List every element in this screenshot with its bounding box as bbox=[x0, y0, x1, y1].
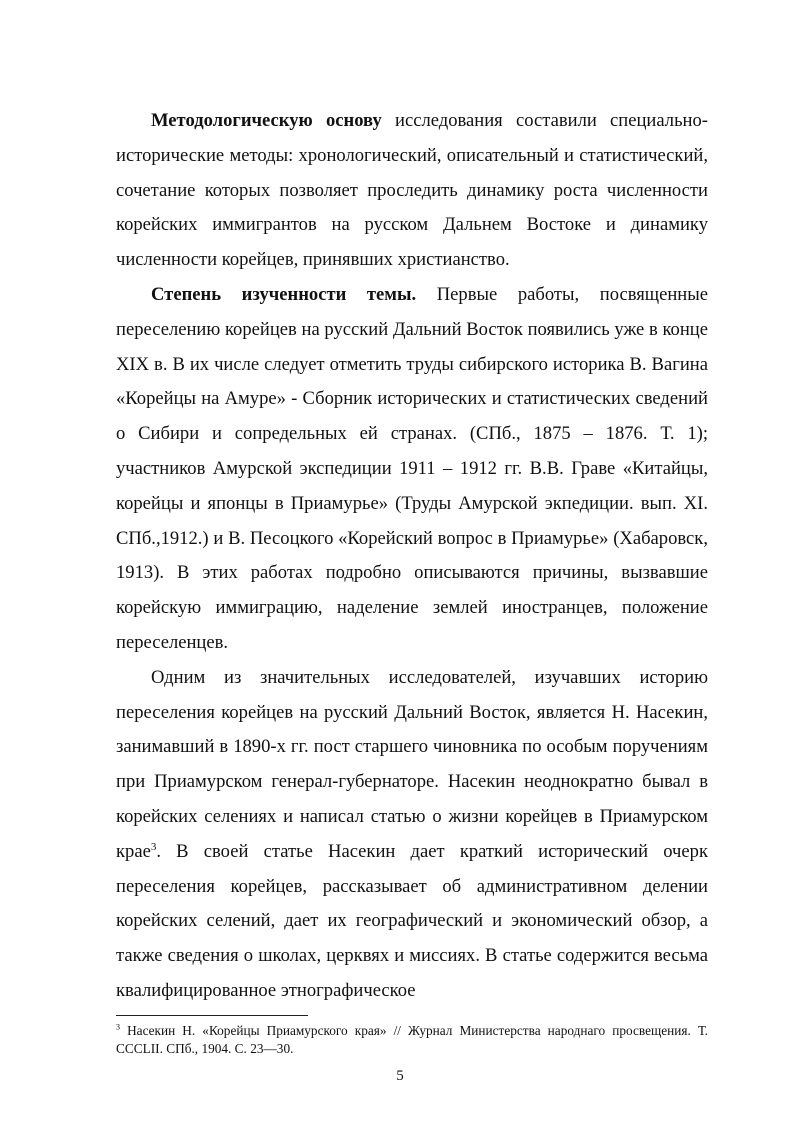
footnote-text: Насекин Н. «Корейцы Приамурского края» // Журнал Министерства народнаго просвещения. Т. CCCLII. СПб., 1904. С. 23—30. bbox=[116, 1023, 708, 1056]
paragraph-nasekin bbox=[116, 661, 708, 1009]
main-text bbox=[116, 104, 708, 1009]
methodology-text: исследования составили специально-исторические методы: хронологический, описательный и статистический, сочетание которых позволяет проследить динамику роста численности корейских иммигрантов на русском Дальнем Востоке и динамику численности корейцев, принявших христианство. bbox=[116, 110, 708, 271]
paragraph-literature-review bbox=[116, 278, 708, 661]
literature-review-lead: Степень изученности темы. bbox=[151, 283, 417, 305]
page-number: 5 bbox=[396, 1068, 404, 1084]
methodology-lead: Методологическую основу bbox=[151, 110, 382, 131]
footnote-number: 3 bbox=[116, 1022, 120, 1032]
nasekin-text-before: Одним из значительных исследователей, изучавших историю переселения корейцев на русский Дальний Восток, является Н. Насекин, занимавший в 1890-х гг. пост старшего чиновника по особым поручениям при Приамурском генерал-губернаторе. Насекин неоднократно бывал в корейских селениях и написал статью о жизни корейцев в Приамурском крае bbox=[116, 666, 708, 862]
literature-review-text: Первые работы, посвященные переселению корейцев на русский Дальний Восток появились уже в конце XIX в. В их числе следует отметить труды сибирского историка В. Вагина «Корейцы на Амуре» - Сборник исторических и статистических сведений о Сибири и сопредельных ей странах. (СПб., 1875 – 1876. Т. 1); участников Амурской экспедиции 1911 – 1912 гг. В.В. Граве «Китайцы, корейцы и японцы в Приамурье» (Труды Амурской экпедиции. вып. XI. СПб.,1912.) и В. Песоцкого «Корейский вопрос в Приамурье» (Хабаровск, 1913). В этих работах подробно описываются причины, вызвавшие корейскую иммиграцию, наделение землей иностранцев, положение переселенцев. bbox=[116, 283, 709, 653]
nasekin-text-after: . В своей статье Насекин дает краткий исторический очерк переселения корейцев, рассказывает об административном делении корейских селений, дает их географический и экономический обзор, а также сведения о школах, церквях и миссиях. В статье содержится весьма квалифицированное этнографическое bbox=[116, 840, 708, 1001]
footnote-reference[interactable]: 3 bbox=[150, 840, 157, 853]
footnote-divider bbox=[116, 1015, 308, 1016]
paragraph-methodology bbox=[116, 104, 708, 278]
footnote bbox=[116, 1022, 708, 1057]
